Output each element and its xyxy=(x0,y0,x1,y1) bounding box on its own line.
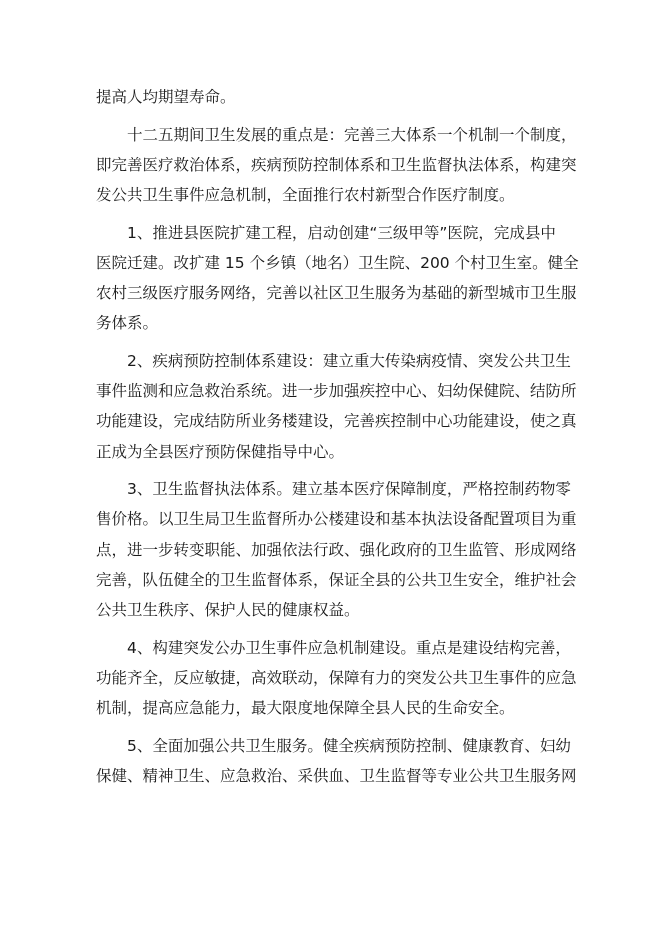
paragraph-item-5 xyxy=(96,731,582,791)
body-text xyxy=(96,82,582,791)
paragraph-key-points xyxy=(96,120,582,211)
text-line: 事件监测和应急救治系统。进一步加强疾控中心、妇幼保健院、结防所 xyxy=(96,382,577,401)
paragraph-item-3 xyxy=(96,474,582,625)
paragraph-item-1 xyxy=(96,218,582,339)
text-line: 4、构建突发公办卫生事件应急机制建设。重点是建设结构完善， xyxy=(96,638,571,657)
text-line: 发公共卫生事件应急机制，全面推行农村新型合作医疗制度。 xyxy=(96,186,515,205)
text-line: 农村三级医疗服务网络，完善以社区卫生服务为基础的新型城市卫生服 xyxy=(96,284,577,303)
text-line: 正成为全县医疗预防保健指导中心。 xyxy=(96,442,345,461)
text-line: 3、卫生监督执法体系。建立基本医疗保障制度，严格控制药物零 xyxy=(96,480,571,499)
text-line: 5、全面加强公共卫生服务。健全疾病预防控制、健康教育、妇幼 xyxy=(96,736,571,755)
text-line: 公共卫生秩序、保护人民的健康权益。 xyxy=(96,601,360,619)
text-line: 即完善医疗救治体系，疾病预防控制体系和卫生监督执法体系，构建突 xyxy=(96,155,577,174)
text-line: 务体系。 xyxy=(96,314,159,333)
text-line: 售价格。以卫生局卫生监督所办公楼建设和基本执法设备配置项目为重 xyxy=(96,510,577,529)
text-line: 保健、精神卫生、应急救治、采供血、卫生监督等专业公共卫生服务网 xyxy=(96,766,577,785)
text-line: 1、推进县医院扩建工程，启动创建“三级甲等”医院，完成县中 xyxy=(96,223,556,242)
text-line: 点，进一步转变职能、加强依法行政、强化政府的卫生监管、形成网络 xyxy=(96,540,577,559)
text-line: 提高人均期望寿命。 xyxy=(96,88,236,106)
text-line: 医院迁建。改扩建 15 个乡镇（地名）卫生院、200 个村卫生室。健全 xyxy=(96,253,579,272)
text-line: 功能齐全，反应敏捷，高效联动，保障有力的突发公共卫生事件的应急 xyxy=(96,668,577,687)
text-line: 功能建设，完成结防所业务楼建设，完善疾控制中心功能建设，使之真 xyxy=(96,412,577,431)
text-line: 2、疾病预防控制体系建设：建立重大传染病疫情、突发公共卫生 xyxy=(96,352,571,370)
paragraph-item-2 xyxy=(96,346,582,467)
text-line: 机制，提高应急能力，最大限度地保障全县人民的生命安全。 xyxy=(96,699,515,718)
paragraph-item-4 xyxy=(96,633,582,724)
paragraph-intro-tail xyxy=(96,82,582,112)
text-line: 完善，队伍健全的卫生监督体系，保证全县的公共卫生安全，维护社会 xyxy=(96,570,577,589)
text-line: 十二五期间卫生发展的重点是：完善三大体系一个机制一个制度， xyxy=(96,125,577,144)
